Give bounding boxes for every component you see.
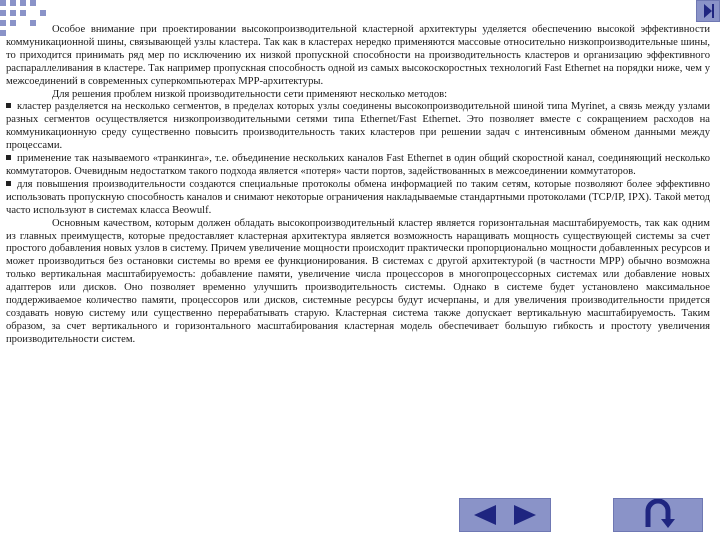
paragraph-methods: Для решения проблем низкой производительности сети применяют несколько методов: (52, 88, 448, 100)
list-item (6, 153, 710, 179)
list-item-text: применение так называемого «транкинга», т.е. объединение нескольких каналов Fast Ethernet в один общий скоростной канал, соединяющий несколько коммутаторов. Очевидным недостатком такого подхода является «потеря» части портов, задействованных в межсоединении коммутаторов. (6, 153, 710, 177)
arrow-right-icon (514, 505, 536, 525)
list-item (6, 101, 710, 153)
prev-slide-button[interactable] (474, 505, 496, 525)
square-bullet-icon (6, 155, 11, 160)
list-item-text: для повышения производительности создаются специальные протоколы обмена информацией по таким сетям, которые позволяют более эффективно использовать пропускную способность каналов и снимают некоторые ограничения накладываемые стандартными протоколами (TCP/IP, IPX). Такой метод часто используют в системах класса Beowulf. (6, 178, 710, 216)
next-slide-button[interactable] (696, 0, 720, 22)
square-bullet-icon (6, 181, 11, 186)
paragraph-intro: Особое внимание при проектировании высокопроизводительной кластерной архитектуры уделяется обеспечению высокой эффективности коммуникационной шины, связывающей узлы кластера. Так как в кластерах нередко применяются массовые относительно низкопроизводительные шины, то приходится принимать ряд мер по исключению их низкой пропускной способности на производительность кластеров и организацию эффективного распараллеливания в кластере. Так например пропускная способность одной из самых высокоскоростных технологий Fast Ethernet на порядки ниже, чем у межсоединений в современных суперкомпьютерах MPP-архитектуры. (6, 24, 710, 87)
next-button[interactable] (514, 505, 536, 525)
list-item (6, 179, 710, 218)
return-u-turn-icon (614, 499, 702, 531)
return-button[interactable] (613, 498, 703, 532)
arrow-left-icon (474, 505, 496, 525)
list-item-text: кластер разделяется на несколько сегментов, в пределах которых узлы соединены высокопроизводительной шиной типа Myrinet, а связь между узлами разных сегментов осуществляется низкопроизводительными сетями типа Ethernet/Fast Ethernet. Это позволяет вместе с сокращением расходов на коммуникационную среду существенно повысить производительность таких кластеров при решении задач с интенсивным обменом данными между процессами. (6, 101, 710, 152)
square-bullet-icon (6, 103, 11, 108)
paragraph-scalability: Основным качеством, которым должен обладать высокопроизводительный кластер является горизонтальная масштабируемость, так как одним из главных преимуществ, которые предоставляет кластерная архитектура является возможность наращивать мощность существующей системы за счет простого добавления новых узлов в систему. Причем увеличение мощности происходит практически пропорционально мощности добавленных ресурсов и может производиться без остановки системы во время ее функционирования. В системах с другой архитектурой (в частности MPP) обычно возможна только вертикальная масштабируемость: добавление памяти, увеличение числа процессоров в многопроцессорных системах или добавление новых адаптеров или дисков. Оно позволяет временно улучшить производительность системы. Однако в системе будет установлено максимальное поддерживаемое количество памяти, процессоров или дисков, системные ресурсы будут исчерпаны, и для увеличения производительности придется создавать новую систему или существенно перерабатывать старую. Кластерная система также допускает вертикальную масштабируемость. Таким образом, за счет вертикального и горизонтального масштабирования кластерная модель обеспечивает большую гибкость и простоту увеличения производительности систем. (6, 217, 710, 345)
prev-next-nav (459, 498, 551, 532)
next-slide-icon (697, 1, 719, 21)
slide-text (6, 24, 710, 347)
